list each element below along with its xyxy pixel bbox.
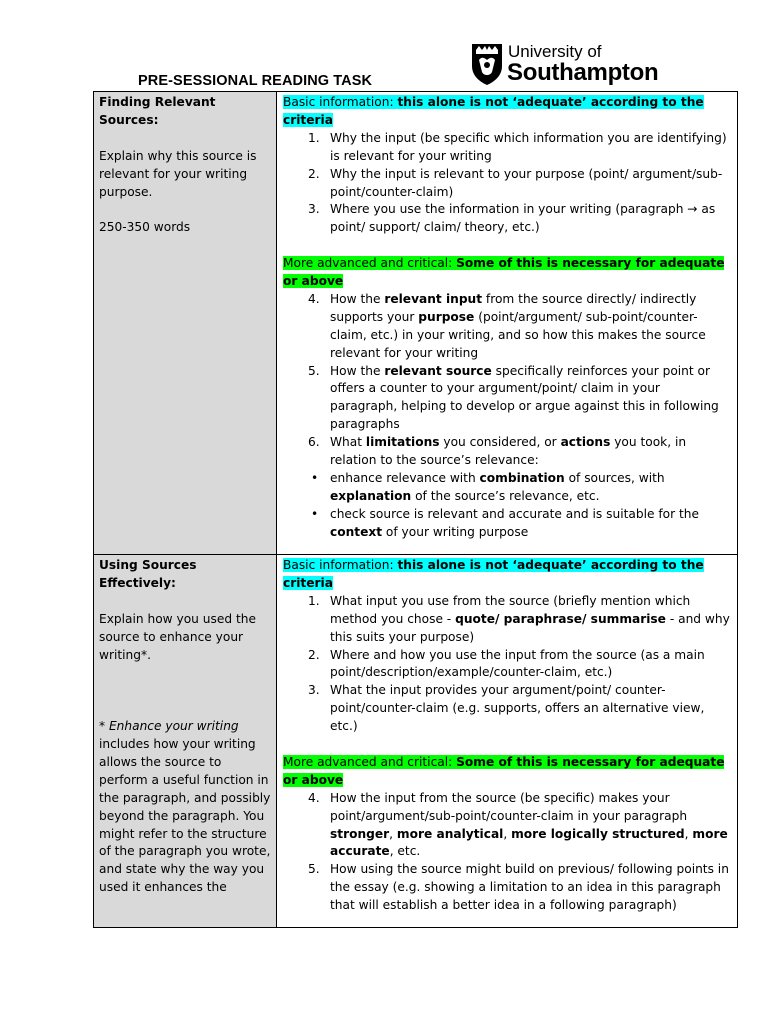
list-item: 1. Why the input (be specific which information you are identifying) is relevant for your writing <box>308 130 727 163</box>
list-item: 1. What input you use from the source (briefly mention which method you chose - quote/ paraphrase/ summarise - and why this suits your purpose) <box>308 593 730 644</box>
list-item: 2. Where and how you use the input from the source (as a main point/description/example/counter-claim, etc.) <box>308 647 705 680</box>
list-item: 6. What limitations you considered, or actions you took, in relation to the source’s relevance: <box>308 435 687 468</box>
list-item: 5. How using the source might build on previous/ following points in the essay (e.g. showing a limitation to an idea in this paragraph that will establish a better idea in a following paragraph) <box>308 862 729 913</box>
page-title: PRE-SESSIONAL READING TASK <box>138 73 373 89</box>
list-item: 5. How the relevant source specifically reinforces your point or offers a counter to your argument/point/ claim in your paragraph, helping to develop or argue against this in following paragraphs <box>308 363 719 432</box>
university-name-line2: Southampton <box>507 59 659 86</box>
guidance-cell <box>277 555 738 928</box>
list-item: 4. How the relevant input from the source directly/ indirectly supports your purpose (point/argument/ sub-point/counter-claim, etc.) in your writing, and so how this makes the source relevant for your writing <box>308 291 706 360</box>
criteria-description: Explain why this source is relevant for your writing purpose. <box>99 148 257 199</box>
task-table <box>93 91 738 928</box>
list-item: 2. Why the input is relevant to your purpose (point/ argument/sub-point/counter-claim) <box>308 166 723 199</box>
university-name-line1: University of <box>508 42 602 61</box>
basic-info-heading: Basic information: this alone is not ‘adequate’ according to the criteria <box>283 95 704 127</box>
advanced-list <box>283 291 731 542</box>
crest-icon <box>470 42 504 86</box>
advanced-heading: More advanced and critical: Some of this is necessary for adequate or above <box>283 754 725 787</box>
basic-list <box>283 593 731 736</box>
criteria-heading: Using Sources Effectively: <box>99 558 197 590</box>
criteria-description: Explain how you used the source to enhance your writing*. <box>99 611 256 662</box>
list-item: 3. What the input provides your argument/point/ counter-point/counter-claim (e.g. supports, offers an alternative view, etc.) <box>308 683 705 734</box>
criteria-heading: Finding Relevant Sources: <box>99 95 216 127</box>
advanced-heading: More advanced and critical: Some of this is necessary for adequate or above <box>283 256 725 289</box>
word-count: 250-350 words <box>99 220 191 235</box>
list-item: 3. Where you use the information in your writing (paragraph → as point/ support/ claim/ theory, etc.) <box>308 202 716 235</box>
criteria-note: * Enhance your writing includes how your writing allows the source to perform a useful function in the paragraph, and possibly beyond the paragraph. You might refer to the structure of the paragraph you wrote, and state why the way you used it enhances the <box>99 719 271 895</box>
criteria-cell <box>94 92 277 555</box>
basic-list <box>283 130 731 237</box>
bullet-item: • check source is relevant and accurate and is suitable for the context of your writing purpose <box>311 506 699 539</box>
guidance-cell <box>277 92 738 555</box>
table-row <box>94 555 738 928</box>
list-item: 4. How the input from the source (be specific) makes your point/argument/sub-point/counter-claim in your paragraph stronger, more analytical, more logically structured, more accurate, etc. <box>308 790 728 859</box>
criteria-cell <box>94 555 277 928</box>
table-row <box>94 92 738 555</box>
bullet-item: • enhance relevance with combination of sources, with explanation of the source’s relevance, etc. <box>311 471 665 503</box>
advanced-list <box>283 790 731 915</box>
university-logo <box>470 42 680 88</box>
basic-info-heading: Basic information: this alone is not ‘adequate’ according to the criteria <box>283 558 704 590</box>
